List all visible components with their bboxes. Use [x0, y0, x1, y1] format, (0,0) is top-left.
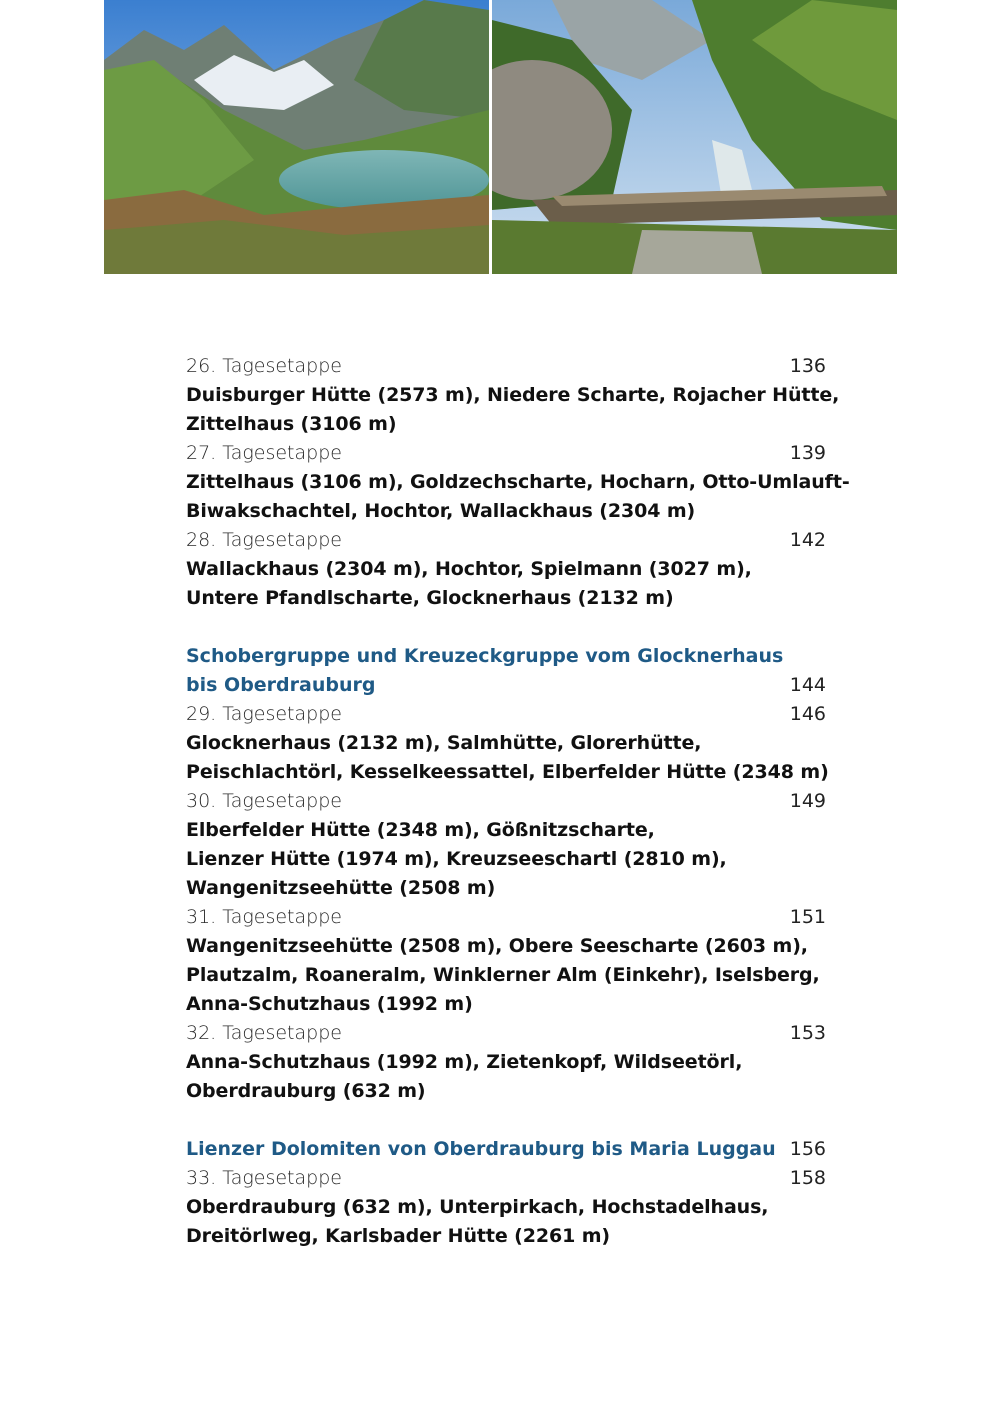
toc-stage-row[interactable]: [186, 700, 826, 729]
toc-route-row[interactable]: [186, 1222, 826, 1251]
toc-stage-label: 28. Tagesetappe: [186, 529, 342, 551]
toc-route-row[interactable]: [186, 961, 826, 990]
toc-route-row[interactable]: [186, 845, 826, 874]
toc-stage-label: 27. Tagesetappe: [186, 442, 342, 464]
toc-page-number: 158: [789, 1167, 826, 1189]
toc-route-label: Glocknerhaus (2132 m), Salmhütte, Glorerhütte,: [186, 732, 702, 754]
toc-stage-row[interactable]: [186, 903, 826, 932]
toc-route-label: Oberdrauburg (632 m): [186, 1080, 426, 1102]
section-spacer: [186, 613, 826, 642]
toc-stage-row[interactable]: [186, 439, 826, 468]
toc-route-label: Untere Pfandlscharte, Glocknerhaus (2132 m): [186, 587, 674, 609]
toc-route-row[interactable]: [186, 468, 850, 497]
table-of-contents: [186, 352, 850, 1251]
toc-route-row[interactable]: [186, 729, 826, 758]
toc-stage-label: 30. Tagesetappe: [186, 790, 342, 812]
toc-stage-row[interactable]: [186, 352, 826, 381]
toc-section-label: Schobergruppe und Kreuzeckgruppe vom Glocknerhaus: [186, 645, 784, 667]
toc-page-number: 151: [789, 906, 826, 928]
toc-route-row[interactable]: [186, 555, 826, 584]
toc-route-label: Anna-Schutzhaus (1992 m): [186, 993, 473, 1015]
toc-stage-row[interactable]: [186, 1019, 826, 1048]
toc-route-label: Plautzalm, Roaneralm, Winklerner Alm (Einkehr), Iselsberg,: [186, 964, 820, 986]
section-spacer: [186, 1106, 826, 1135]
toc-route-row[interactable]: [186, 381, 840, 410]
toc-stage-row[interactable]: [186, 526, 826, 555]
photo-strip: [104, 0, 897, 274]
toc-route-label: Zittelhaus (3106 m): [186, 413, 397, 435]
toc-route-row[interactable]: [186, 1193, 826, 1222]
toc-page-number: 144: [789, 674, 826, 696]
toc-route-row[interactable]: [186, 816, 826, 845]
toc-route-label: Biwakschachtel, Hochtor, Wallackhaus (2304 m): [186, 500, 696, 522]
toc-stage-row[interactable]: [186, 1164, 826, 1193]
toc-page-number: 139: [789, 442, 826, 464]
toc-page-number: 136: [789, 355, 826, 377]
toc-page-number: 142: [789, 529, 826, 551]
toc-stage-label: 33. Tagesetappe: [186, 1167, 342, 1189]
toc-route-label: Duisburger Hütte (2573 m), Niedere Scharte, Rojacher Hütte,: [186, 384, 840, 406]
toc-route-row[interactable]: [186, 874, 826, 903]
toc-route-row[interactable]: [186, 990, 826, 1019]
toc-route-label: Elberfelder Hütte (2348 m), Gößnitzscharte,: [186, 819, 655, 841]
toc-route-row[interactable]: [186, 1048, 826, 1077]
toc-page-number: 146: [789, 703, 826, 725]
toc-route-label: Wangenitzseehütte (2508 m): [186, 877, 496, 899]
toc-route-row[interactable]: [186, 410, 826, 439]
toc-page-number: 153: [789, 1022, 826, 1044]
toc-section-label: bis Oberdrauburg: [186, 674, 376, 696]
toc-section-row[interactable]: [186, 671, 826, 700]
toc-stage-label: 26. Tagesetappe: [186, 355, 342, 377]
toc-route-label: Oberdrauburg (632 m), Unterpirkach, Hochstadelhaus,: [186, 1196, 769, 1218]
toc-page-number: 149: [789, 790, 826, 812]
toc-stage-label: 31. Tagesetappe: [186, 906, 342, 928]
toc-route-label: Wallackhaus (2304 m), Hochtor, Spielmann (3027 m),: [186, 558, 752, 580]
toc-route-row[interactable]: [186, 1077, 826, 1106]
toc-section-row[interactable]: [186, 1135, 826, 1164]
toc-route-label: Dreitörlweg, Karlsbader Hütte (2261 m): [186, 1225, 611, 1247]
toc-route-label: Peischlachtörl, Kesselkeessattel, Elberfelder Hütte (2348 m): [186, 761, 829, 783]
toc-page-number: 156: [789, 1138, 826, 1160]
toc-route-row[interactable]: [186, 932, 826, 961]
toc-route-row[interactable]: [186, 497, 826, 526]
toc-section-row[interactable]: [186, 642, 826, 671]
toc-section-label: Lienzer Dolomiten von Oberdrauburg bis Maria Luggau: [186, 1138, 776, 1160]
toc-route-row[interactable]: [186, 758, 829, 787]
toc-route-row[interactable]: [186, 584, 826, 613]
toc-route-label: Wangenitzseehütte (2508 m), Obere Seescharte (2603 m),: [186, 935, 808, 957]
toc-route-label: Zittelhaus (3106 m), Goldzechscharte, Hocharn, Otto-Umlauft-: [186, 471, 850, 493]
mountain-lake-photo: [104, 0, 489, 274]
toc-route-label: Lienzer Hütte (1974 m), Kreuzseeschartl (2810 m),: [186, 848, 727, 870]
toc-stage-row[interactable]: [186, 787, 826, 816]
toc-stage-label: 29. Tagesetappe: [186, 703, 342, 725]
toc-stage-label: 32. Tagesetappe: [186, 1022, 342, 1044]
toc-route-label: Anna-Schutzhaus (1992 m), Zietenkopf, Wildseetörl,: [186, 1051, 743, 1073]
wooden-bridge-photo: [492, 0, 897, 274]
